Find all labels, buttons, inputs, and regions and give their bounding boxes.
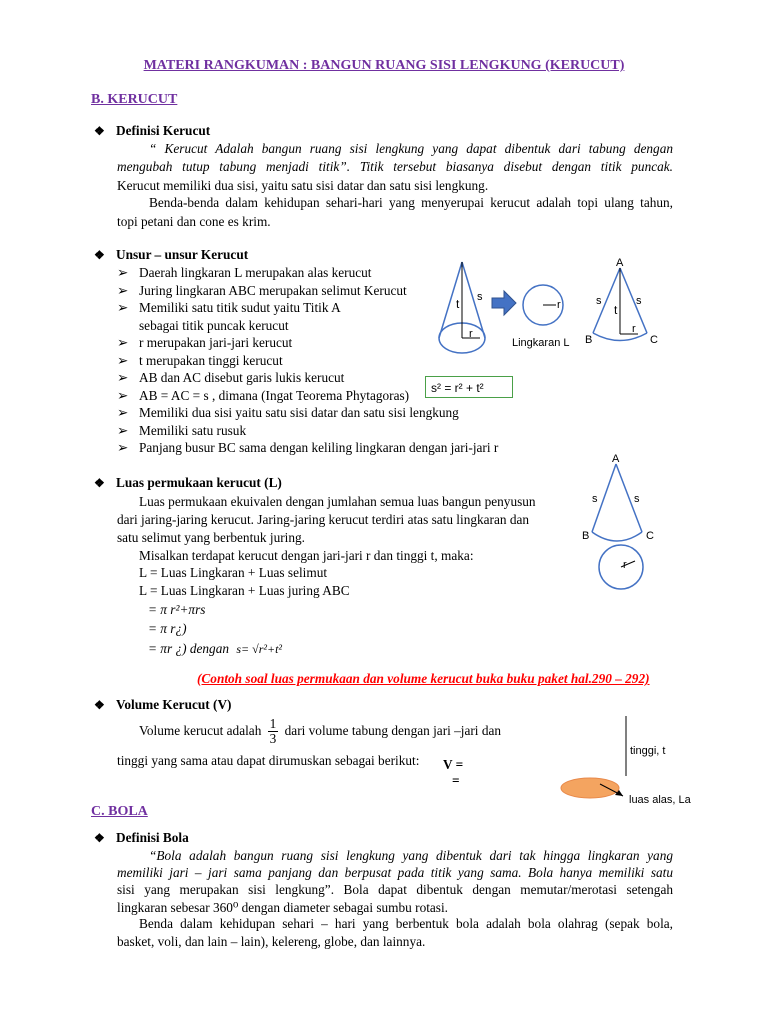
bola-line-3: sisi yang merupakan sisi lengkung”. Bola dapat dibentuk dengan memutar/merotasi setengah xyxy=(117,882,673,897)
diamond-bullet-icon: ❖ xyxy=(94,476,105,490)
volume-figure xyxy=(555,712,705,807)
svg-text:s: s xyxy=(636,295,642,307)
volume-line-1: Volume kerucut adalah $\frac{1}{3}$ dari volume tabung dengan jari –jari dan xyxy=(139,716,502,747)
luas-line-1: Luas permukaan ekuivalen dengan jumlahan semua luas bangun penyusun xyxy=(139,494,536,509)
svg-text:C: C xyxy=(650,334,658,346)
volume-formula-eq: = xyxy=(452,773,460,788)
base-ellipse xyxy=(561,778,619,798)
luas-line-3: satu selimut yang berbentuk juring. xyxy=(117,530,305,545)
luas-line-2: dari jaring-jaring kerucut. Jaring-jaring kerucut terdiri atas satu lingkaran dan xyxy=(117,512,530,527)
svg-text:tinggi, t: tinggi, t xyxy=(630,745,666,757)
fraction-one-third: $\frac{1}{3}$ xyxy=(269,716,277,747)
section-b-heading: B. KERUCUT xyxy=(91,92,178,107)
svg-text:s: s xyxy=(592,493,598,505)
definisi-line-2: mengubah tutup tabung menjadi titik”. Titik tersebut biasanya disebut dengan titik puncak. xyxy=(117,159,673,174)
volume-heading: ❖ Volume Kerucut (V) xyxy=(94,697,232,712)
arrow-bullet-icon: ➢ xyxy=(117,405,129,420)
luas-line-8: = π r¿) xyxy=(148,621,187,636)
arrow-bullet-icon: ➢ xyxy=(117,265,129,280)
unsur-item: ➢ t merupakan tinggi kerucut xyxy=(117,353,283,368)
bola-line-6: basket, voli, dan lain – lain), kelereng, globe, dan lainnya. xyxy=(117,934,426,949)
arrow-bullet-icon: ➢ xyxy=(117,388,129,403)
luas-heading: ❖ Luas permukaan kerucut (L) xyxy=(94,475,282,490)
unsur-item: ➢ AB dan AC disebut garis lukis kerucut xyxy=(117,370,345,385)
svg-text:C: C xyxy=(646,530,654,542)
net-figure-2 xyxy=(575,450,665,595)
definisi-bola-heading: ❖ Definisi Bola xyxy=(94,830,189,845)
definisi-kerucut-heading: ❖ Definisi Kerucut xyxy=(94,123,211,138)
volume-formula-v: V = xyxy=(443,757,464,772)
svg-text:A: A xyxy=(612,453,620,465)
unsur-heading: ❖ Unsur – unsur Kerucut xyxy=(94,247,249,262)
diamond-bullet-icon: ❖ xyxy=(94,248,105,262)
svg-text:r: r xyxy=(623,559,627,571)
sector-net-figure xyxy=(585,257,658,346)
definisi-line-4: Benda-benda dalam kehidupan sehari-hari yang menyerupai kerucut adalah topi ulang tahun, xyxy=(149,195,673,210)
bola-line-5: Benda dalam kehidupan sehari – hari yang berbentuk bola adalah bola olahrag (sepak bola, xyxy=(139,916,673,931)
arrow-bullet-icon: ➢ xyxy=(117,283,129,298)
svg-text:t: t xyxy=(456,297,460,311)
pythagoras-formula-box: s² = r² + t² xyxy=(425,376,513,398)
diamond-bullet-icon: ❖ xyxy=(94,124,105,138)
arrow-bullet-icon: ➢ xyxy=(117,423,129,438)
bola-line-2: memiliki jari – jari sama panjang dan berpusat pada titik yang sama. Bola hanya memiliki satu xyxy=(117,865,673,880)
unsur-item: ➢ Memiliki satu rusuk xyxy=(117,423,247,438)
svg-text:B: B xyxy=(582,530,590,542)
svg-text:r: r xyxy=(557,299,561,311)
definisi-line-3: Kerucut memiliki dua sisi, yaitu satu sisi datar dan satu sisi lengkung. xyxy=(117,178,489,193)
bola-line-1: “Bola adalah bangun ruang sisi lengkung yang dibentuk dari tak hingga lingkaran yang xyxy=(149,848,673,863)
luas-line-7: = π r²+πrs xyxy=(148,602,206,617)
arrow-bullet-icon: ➢ xyxy=(117,440,129,455)
luas-line-9: = πr ¿) dengan s= √r²+t² xyxy=(148,641,282,656)
luas-line-5: L = Luas Lingkaran + Luas selimut xyxy=(139,565,328,580)
svg-text:s: s xyxy=(634,493,640,505)
luas-line-6: L = Luas Lingkaran + Luas juring ABC xyxy=(139,583,350,598)
svg-text:luas alas, La: luas alas, La xyxy=(629,794,691,806)
svg-text:r: r xyxy=(632,323,636,335)
arrow-bullet-icon: ➢ xyxy=(117,370,129,385)
bola-line-4: lingkaran sebesar 360⁰ dengan diameter sebagai sumbu rotasi. xyxy=(117,900,449,915)
definisi-line-1: “ Kerucut Adalah bangun ruang sisi lengkung yang dapat dibentuk dari tabung dengan xyxy=(149,141,673,156)
svg-text:r: r xyxy=(469,328,473,340)
definisi-line-5: topi petani dan cone es krim. xyxy=(117,214,271,229)
arrow-right-icon xyxy=(492,291,516,315)
contoh-soal-note: (Contoh soal luas permukaan dan volume kerucut buka buku paket hal.290 – 292) xyxy=(197,671,650,686)
luas-line-4: Misalkan terdapat kerucut dengan jari-jari r dan tinggi t, maka: xyxy=(139,548,474,563)
unsur-item: ➢ Juring lingkaran ABC merupakan selimut Kerucut xyxy=(117,283,407,298)
volume-line-2: tinggi yang sama atau dapat dirumuskan sebagai berikut: xyxy=(117,753,420,768)
arrow-bullet-icon: ➢ xyxy=(117,353,129,368)
unsur-item: ➢ Panjang busur BC sama dengan keliling lingkaran dengan jari-jari r xyxy=(117,440,499,455)
arrow-bullet-icon: ➢ xyxy=(117,300,129,315)
diamond-bullet-icon: ❖ xyxy=(94,698,105,712)
unsur-item: ➢ Memiliki satu titik sudut yaitu Titik A xyxy=(117,300,341,315)
unsur-item: ➢ r merupakan jari-jari kerucut xyxy=(117,335,293,350)
svg-text:s: s xyxy=(477,291,483,303)
s-formula: s= √r²+t² xyxy=(236,642,282,656)
unsur-item: ➢ AB = AC = s , dimana (Ingat Teorema Phytagoras) xyxy=(117,388,410,403)
svg-text:B: B xyxy=(585,334,593,346)
svg-text:A: A xyxy=(616,257,624,269)
unsur-item-continuation: sebagai titik puncak kerucut xyxy=(139,318,289,333)
unsur-item: ➢ Daerah lingkaran L merupakan alas kerucut xyxy=(117,265,372,280)
lingkaran-label: Lingkaran L xyxy=(512,337,570,349)
cone-figure xyxy=(439,262,485,353)
section-c-heading: C. BOLA xyxy=(91,804,148,819)
svg-text:s: s xyxy=(596,295,602,307)
unsur-item: ➢ Memiliki dua sisi yaitu satu sisi datar dan satu sisi lengkung xyxy=(117,405,459,420)
diamond-bullet-icon: ❖ xyxy=(94,831,105,845)
arrow-bullet-icon: ➢ xyxy=(117,335,129,350)
cone-net-figure xyxy=(430,250,680,360)
svg-text:t: t xyxy=(614,303,618,317)
page-title: MATERI RANGKUMAN : BANGUN RUANG SISI LENGKUNG (KERUCUT) xyxy=(143,58,625,73)
